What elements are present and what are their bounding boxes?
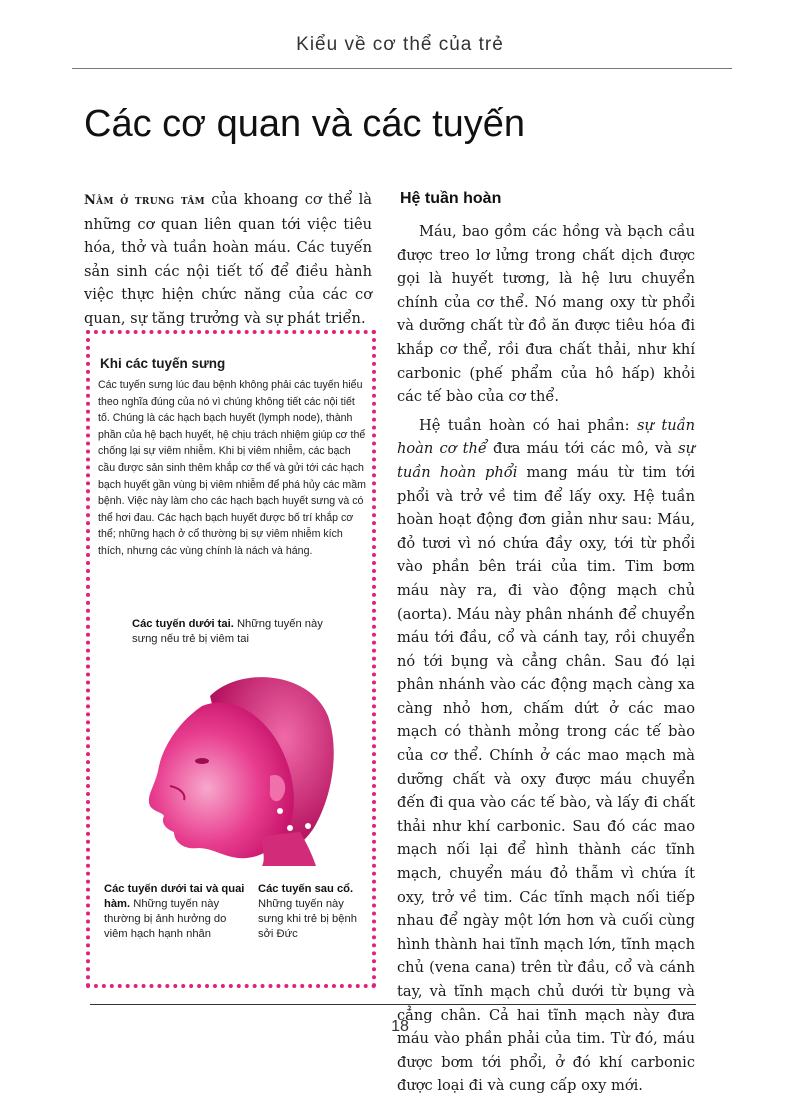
section-title: Hệ tuần hoàn xyxy=(400,190,502,207)
paragraph-1: Máu, bao gồm các hồng và bạch cầu được treo lơ lửng trong chất dịch được gọi là huyết tương, là hệ lưu chuyển chính của cơ thể. Nó mang oxy từ phổi và dưỡng chất từ đồ ăn được tiêu hóa đi khắp cơ thể, rồi đưa chất thải, như khí carbonic (phế phẩm của hô hấp) khỏi các tế bào của cơ thể. xyxy=(397,223,695,406)
page-title: Các cơ quan và các tuyến xyxy=(84,103,526,145)
caption-ear-title: Các tuyến dưới tai. xyxy=(132,618,234,630)
sidebar-body: Các tuyến sưng lúc đau bệnh không phải các tuyến hiểu theo nghĩa đúng của nó vì chúng không tiết các nội tiết tố. Chúng là các hạch bạch huyết (lymph node), thành phần của hệ bạch huyết, hệ chịu trách nhiệm giúp cơ thể chống lại sự viêm nhiễm. Khi bị viêm nhiễm, các bạch cầu được sản sinh thêm khắp cơ thể và gửi tới các hạch bạch huyết gần vùng bị viêm nhiễm để phá hủy các mầm bệnh. Việc này làm cho các hạch bạch huyết sưng và có thể hơi đau. Các hạch bạch huyết được bố trí khắp cơ thể; những hạch ở cổ thường bị sự viêm nhiễm kích thích, nhưng các vùng chính là nách và háng. xyxy=(98,379,366,557)
header-divider xyxy=(72,68,732,69)
caption-ear-text: Những tuyến này sưng nếu trẻ bị viêm tai xyxy=(132,618,323,645)
sidebar-box xyxy=(86,330,376,988)
intro-lead: Nằm ở trung tâm xyxy=(84,193,205,208)
eye-shape xyxy=(195,758,209,764)
p2-term-pulmonary: sự tuần hoàn phổi xyxy=(397,440,695,481)
p2-term-systemic: sự tuần hoàn cơ thể xyxy=(397,416,695,458)
caption-neck-glands xyxy=(258,882,368,942)
gland-marker xyxy=(305,823,311,829)
caption-jaw-glands xyxy=(104,882,252,942)
paragraph-2 xyxy=(397,414,695,1098)
p2-text-c: mang máu từ tim tới phổi và trở về tim để lấy oxy. Hệ tuần hoàn hoạt động đơn giản như sau: Máu, đỏ tươi vì nó chứa đầy oxy, tới từ phổi vào phần bên trái của tim. Tim bơm máu này ra, đi vào động mạch chủ (aorta). Máu này phân nhánh để chuyển máu tới đầu, cổ và cánh tay, rồi chuyển nó tới bụng và cẳng chân. Sau đó lại phân nhánh vào các động mạch càng xa càng nhỏ hơn, chấm dứt ở các mao mạch có thành mỏng trong các tế bào của cơ thể. Chính ở các mao mạch mà dưỡng chất và oxy được máu chuyển đến đi qua vào các tế bào, và lấy đi chất thải như khí carbonic. Sau đó các mao mạch nối lại để hình thành các tĩnh mạch, chuyển máu đỏ thẫm vì chứa ít oxy, trở về tim. Các tĩnh mạch nối tiếp nhau để ngày một lớn hơn và cuối cùng hình thành hai tĩnh mạch lớn, tĩnh mạch chủ (vena cana) trên từ đầu, cổ và cánh tay, và tĩnh mạch chủ dưới từ bụng và cẳng chân. Cả hai tĩnh mạch này đưa máu vào phần phải của tim. Từ đó, máu được bơm tới phổi, ở đó khí carbonic được loại đi và cung cấp oxy mới. xyxy=(397,463,695,1095)
child-profile-photo xyxy=(140,666,340,866)
caption-ear-glands xyxy=(132,617,347,647)
intro-text: của khoang cơ thể là những cơ quan liên quan tới việc tiêu hóa, thở và tuần hoàn máu. Các tuyến sản sinh các nội tiết tố để điều hành việc thực hiện chức năng của các cơ quan, sự tăng trưởng và sự phát triển. xyxy=(84,191,372,327)
sidebar-heading: Khi các tuyến sưng xyxy=(100,356,226,371)
p2-text-b: đưa máu tới các mô, và xyxy=(486,440,679,458)
neck-shape xyxy=(260,832,316,866)
gland-marker xyxy=(277,808,283,814)
page-number: 18 xyxy=(391,1018,409,1035)
p2-text-a: Hệ tuần hoàn có hai phần: xyxy=(419,416,637,434)
caption-neck-text: Những tuyến này sưng khi trẻ bị bệnh sởi Đức xyxy=(258,898,357,940)
section-body xyxy=(397,220,695,1098)
caption-jaw-text: Những tuyến này thường bị ảnh hưởng do viêm hạch hạnh nhân xyxy=(104,898,227,940)
intro-paragraph xyxy=(84,188,372,330)
gland-marker xyxy=(287,825,293,831)
caption-neck-title: Các tuyến sau cổ. xyxy=(258,883,354,895)
running-header: Kiểu về cơ thể của trẻ xyxy=(296,34,504,55)
caption-jaw-title: Các tuyến dưới tai và quai hàm. xyxy=(104,883,245,910)
footer-divider xyxy=(90,1004,696,1005)
